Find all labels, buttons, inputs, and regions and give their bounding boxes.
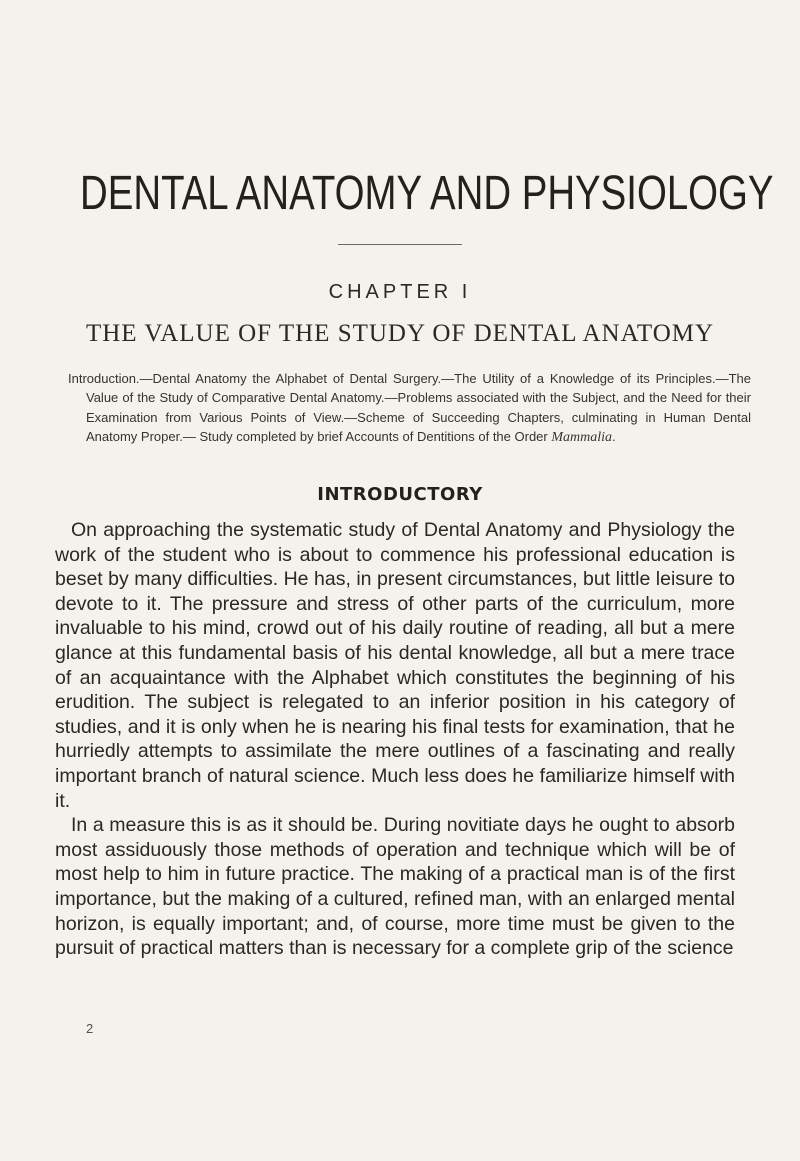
chapter-title: THE VALUE OF THE STUDY OF DENTAL ANATOMY (85, 320, 715, 347)
body-text (55, 518, 735, 961)
chapter-label: CHAPTER I (328, 281, 472, 303)
section-heading: INTRODUCTORY (317, 484, 483, 505)
body-paragraph: In a measure this is as it should be. During novitiate days he ought to absorb most assiduously those methods of operation and technique which will be of most help to him in future practice. The making of a practical man is of the first importance, but the making of a cultured, refined man, with an enlarged mental horizon, is equally important; and, of course, more time must be given to the pursuit of practical matters than is necessary for a complete grip of the science (55, 814, 735, 960)
page-number: 2 (86, 1021, 94, 1036)
title-divider (338, 244, 462, 245)
synopsis-text: Introduction.—Dental Anatomy the Alphabet of Dental Surgery.—The Utility of a Knowledge of its Principles.—The Value of the Study of Comparative Dental Anatomy.—Problems associated with the Subject, and the Need for their Examination from Various Points of View.—Scheme of Succeeding Chapters, culminating in Human Dental Anatomy Proper.— Study completed by brief Accounts of Dentitions of the Order (68, 371, 751, 444)
book-title: DENTAL ANATOMY AND PHYSIOLOGY (80, 167, 774, 220)
synopsis-end: . (612, 428, 616, 444)
body-paragraph: On approaching the systematic study of Dental Anatomy and Physiology the work of the student who is about to commence his professional education is beset by many difficulties. He has, in present circumstances, but little leisure to devote to it. The pressure and stress of other parts of the curriculum, more invaluable to his mind, crowd out of his daily routine of reading, all but a mere glance at this fundamental basis of his dental knowledge, all but a mere trace of an acquaintance with the Alphabet which constitutes the beginning of his erudition. The subject is relegated to an inferior position in his category of studies, and it is only when he is nearing his final tests for examination, that he hurriedly attempts to assimilate the mere outlines of a fascinating and really important branch of natural science. Much less does he familiarize himself with it. (55, 519, 735, 812)
synopsis-italic-term: Mammalia (551, 429, 613, 445)
chapter-synopsis (68, 369, 751, 447)
